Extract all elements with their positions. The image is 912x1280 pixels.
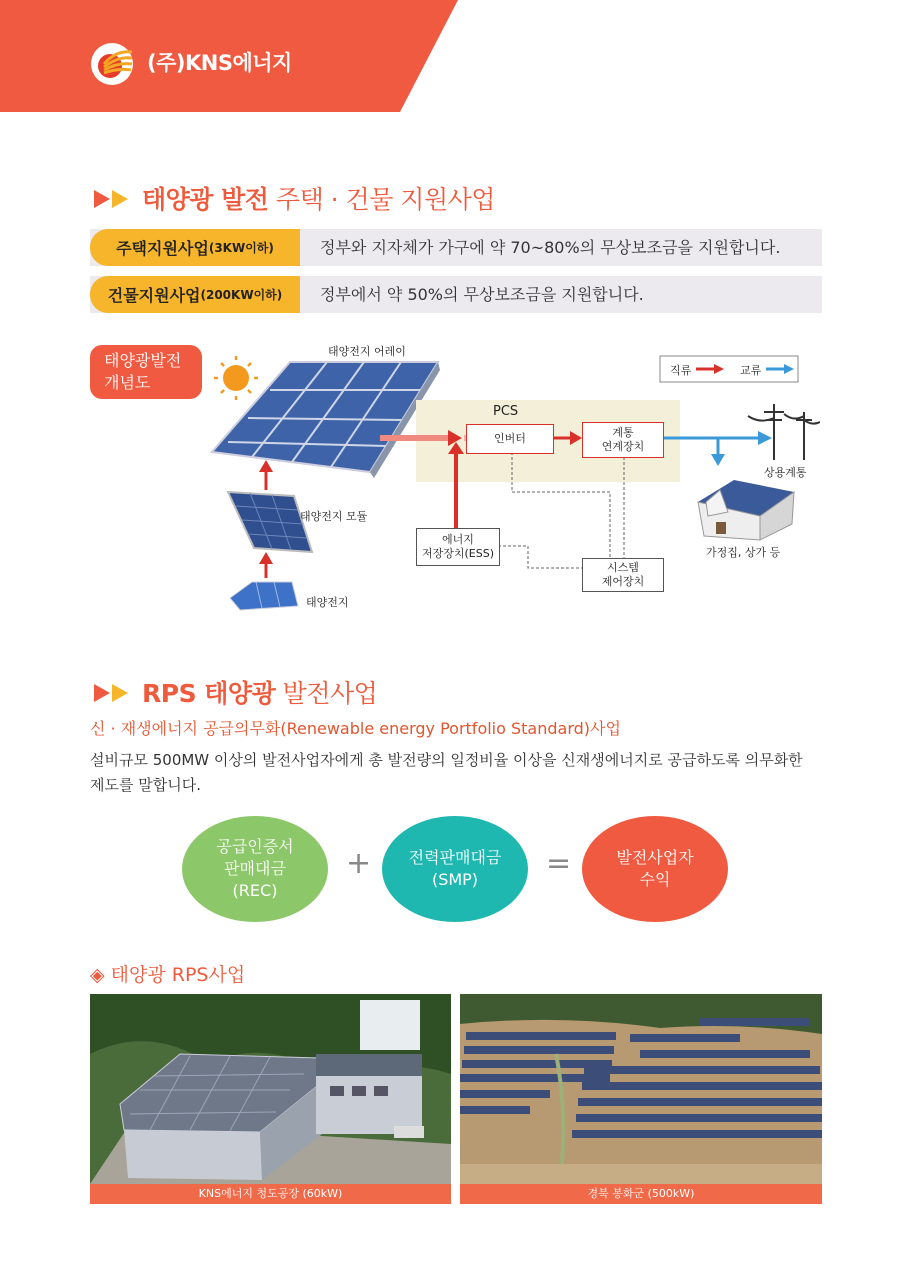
- support-name: 주택지원사업: [116, 239, 209, 258]
- rps-projects-title: ◈ 태양광 RPS사업: [90, 964, 246, 986]
- cell-label: 태양전지: [306, 596, 349, 609]
- support-limit: (3KW이하): [208, 241, 274, 255]
- solar-concept-diagram: [200, 340, 820, 620]
- section-title-support: [92, 180, 495, 216]
- concept-badge: [90, 345, 202, 399]
- profit-circle: [582, 816, 728, 922]
- inverter-label: 인버터: [494, 432, 526, 445]
- smp-circle: [382, 816, 528, 922]
- ess-line2: 저장장치(ESS): [421, 547, 494, 560]
- house-label: 가정집, 상가 등: [706, 546, 781, 559]
- support-name-pill: [90, 229, 300, 266]
- company-logo-icon: [90, 42, 134, 86]
- rec-line2: 판매대금: [224, 859, 286, 878]
- section-title-bold: 태양광 발전: [142, 185, 269, 214]
- section-title-rest: 발전사업: [275, 679, 378, 708]
- support-row-house: [90, 229, 822, 266]
- module-label: 태양전지 모듈: [300, 510, 368, 523]
- grid-connection-box: [582, 422, 664, 458]
- array-label: 태양전지 어레이: [328, 345, 406, 358]
- system-control-box: [582, 558, 664, 592]
- rec-circle: [182, 816, 328, 922]
- support-description: 정부와 지자체가 가구에 약 70~80%의 무상보조금을 지원합니다.: [320, 238, 781, 257]
- photo-caption: KNS에너지 청도공장 (60kW): [90, 1184, 451, 1204]
- plus-sign: +: [346, 846, 372, 881]
- house-icon: [698, 480, 794, 540]
- pcs-label: PCS: [493, 404, 519, 419]
- grid-connection-line1: 계통: [612, 426, 634, 439]
- support-name-pill: [90, 276, 300, 313]
- section-title-rest: 주택 · 건물 지원사업: [268, 185, 495, 214]
- legend-ac-label: 교류: [740, 364, 762, 377]
- photo-solar-farm: [460, 994, 822, 1204]
- photo-factory: [90, 994, 451, 1204]
- section-title-rps: [92, 674, 377, 710]
- solar-cell-icon: [230, 582, 298, 610]
- sun-icon: [214, 356, 258, 400]
- ess-line1: 에너지: [442, 533, 474, 546]
- rec-line3: (REC): [232, 881, 278, 900]
- rps-subheading: 신 · 재생에너지 공급의무화(Renewable energy Portfolio Standard)사업: [90, 719, 621, 738]
- utility-grid-label: 상용계통: [764, 466, 807, 479]
- double-arrow-icon: [92, 188, 132, 210]
- support-row-building: [90, 276, 822, 313]
- inverter-box: [466, 424, 554, 454]
- equals-sign: =: [546, 846, 572, 881]
- factory-image: [90, 994, 451, 1184]
- system-control-line2: 제어장치: [601, 575, 645, 588]
- profit-line2: 수익: [639, 870, 671, 889]
- rps-paragraph: 설비규모 500MW 이상의 발전사업자에게 총 발전량의 일정비율 이상을 신재생에너지로 공급하도록 의무화한 제도를 말합니다.: [90, 751, 803, 794]
- system-control-line1: 시스템: [607, 561, 639, 574]
- photo-caption: 경북 봉화군 (500kW): [460, 1184, 822, 1204]
- rec-line1: 공급인증서: [216, 837, 294, 856]
- section-title-bold: RPS 태양광: [142, 679, 276, 708]
- grid-connection-line2: 연계장치: [601, 440, 645, 453]
- support-limit: (200KW이하): [200, 288, 283, 302]
- company-name: (주)KNS에너지: [147, 51, 292, 75]
- concept-badge-line2: 개념도: [104, 373, 151, 392]
- smp-line1: 전력판매대금: [408, 848, 502, 867]
- support-name: 건물지원사업: [107, 286, 201, 305]
- smp-line2: (SMP): [431, 870, 479, 889]
- concept-badge-line1: 태양광발전: [104, 351, 182, 370]
- header-banner: [0, 0, 912, 112]
- profit-line1: 발전사업자: [616, 848, 694, 867]
- solar-farm-image: [460, 994, 822, 1184]
- double-arrow-icon: [92, 682, 132, 704]
- support-description: 정부에서 약 50%의 무상보조금을 지원합니다.: [320, 285, 644, 304]
- ess-box: [416, 528, 500, 566]
- legend-dc-label: 직류: [670, 364, 692, 377]
